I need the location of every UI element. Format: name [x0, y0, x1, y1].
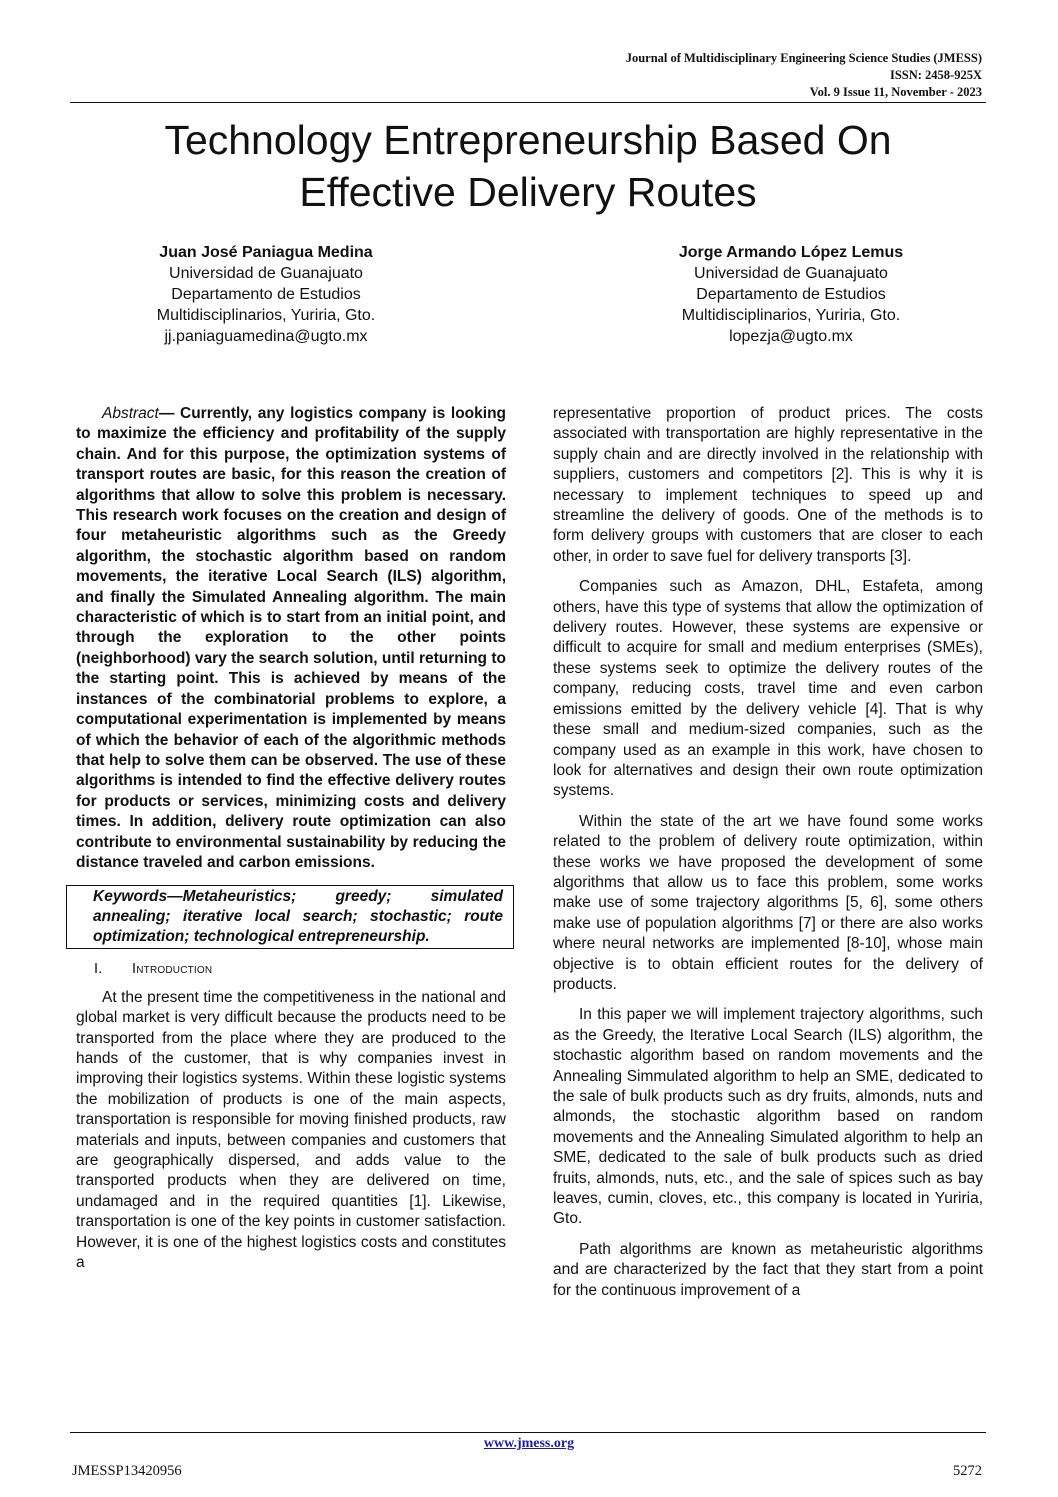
journal-website-link[interactable]: www.jmess.org	[483, 1436, 575, 1451]
keywords-label: Keywords	[93, 888, 168, 906]
author-name: Jorge Armando López Lemus	[678, 244, 904, 261]
author-block-2	[621, 242, 961, 347]
footer-rule	[70, 1432, 986, 1433]
paragraph: In this paper we will implement trajectory algorithms, such as the Greedy, the Iterative Local Search (ILS) algorithm, the stochastic algorithm based on random movements and the Annealing Simmulated algorithm to help an SME, dedicated to the sale of bulk products such as dry fruits, almonds, nuts and almonds, the stochastic algorithm based on random movements and the Annealing Simulated algorithm to help an SME, dedicated to the sale of bulk products such as dried fruits, almonds, nuts, etc., and the sale of spices such as bay leaves, cumin, cloves, etc., this company is located in Yuriria, Gto.	[553, 1006, 983, 1228]
author-affiliation: Universidad de Guanajuato	[694, 265, 888, 282]
keywords-text: —Metaheuristics; greedy; simulated annealing; iterative local search; stochastic; route optimization; technological entrepreneurship.	[93, 888, 503, 946]
author-name: Juan José Paniagua Medina	[159, 244, 373, 261]
author-block-1	[96, 242, 436, 347]
journal-issn: ISSN: 2458-925X	[889, 68, 982, 82]
author-location: Multidisciplinarios, Yuriria, Gto.	[156, 307, 376, 324]
right-column	[553, 404, 983, 1311]
author-department: Departamento de Estudios	[171, 286, 361, 303]
author-email: jj.paniaguamedina@ugto.mx	[164, 328, 368, 345]
section-heading	[94, 959, 506, 979]
abstract	[76, 404, 506, 873]
author-location: Multidisciplinarios, Yuriria, Gto.	[681, 307, 901, 324]
paragraph: Companies such as Amazon, DHL, Estafeta, among others, have this type of systems that allow the optimization of delivery routes. However, these systems are expensive or difficult to acquire for small and medium enterprises (SMEs), these systems seek to optimize the delivery routes of the company, reducing costs, travel time and even carbon emissions emitted by the delivery vehicle [4]. That is why these small and medium-sized companies, such as the company used as an example in this work, have chosen to look for alternatives and design their own route optimization systems.	[553, 578, 983, 800]
keywords-box	[66, 885, 514, 949]
left-column	[76, 404, 506, 1283]
journal-name: Journal of Multidisciplinary Engineering Science Studies (JMESS)	[625, 51, 982, 65]
header-rule	[70, 102, 986, 103]
abstract-text: — Currently, any logistics company is looking to maximize the efficiency and profitability of the supply chain. And for this purpose, the optimization systems of transport routes are basic, for this reason the creation of algorithms that allow to solve this problem is necessary. This research work focuses on the creation and design of four metaheuristic algorithms such as the Greedy algorithm, the stochastic algorithm based on random movements, the iterative Local Search (ILS) algorithm, and finally the Simulated Annealing algorithm. The main characteristic of which is to start from an initial point, and through the exploration to the other points (neighborhood) vary the search solution, until returning to the starting point. This is achieved by means of the instances of the combinatorial problems to explore, a computational experimentation is implemented by means of which the behavior of each of the algorithmic methods that help to solve them can be observed. The use of these algorithms is intended to find the effective delivery routes for products or services, minimizing costs and delivery times. In addition, delivery route optimization can also contribute to environmental sustainability by reducing the distance traveled and carbon emissions.	[76, 405, 506, 871]
journal-volume: Vol. 9 Issue 11, November - 2023	[809, 85, 982, 99]
paper-title	[70, 114, 986, 218]
paragraph: Within the state of the art we have found some works related to the problem of delivery route optimization, within these works we have proposed the development of some algorithms that allow us to face this problem, some works make use of some trajectory algorithms [5, 6], some others make use of population algorithms [7] or there are also works where neural networks are implemented [8-10], whose main objective is to obtain efficient routes for the delivery of products.	[553, 812, 983, 993]
page-number: 5272	[953, 1463, 982, 1479]
title-line-1: Technology Entrepreneurship Based On	[164, 117, 892, 163]
paragraph: Path algorithms are known as metaheuristic algorithms and are characterized by the fact that they start from a point for the continuous improvement of a	[553, 1240, 983, 1299]
author-affiliation: Universidad de Guanajuato	[169, 265, 363, 282]
title-line-2: Effective Delivery Routes	[299, 169, 757, 215]
section-title: Introduction	[132, 961, 213, 978]
journal-header	[626, 50, 982, 101]
section-number: I.	[94, 961, 103, 978]
paragraph: representative proportion of product prices. The costs associated with transportation are highly representative in the supply chain and are directly involved in the relationship with suppliers, customers and competitors [2]. This is why it is necessary to implement techniques to speed up and streamline the delivery of goods. One of the methods is to form delivery groups with customers that are closer to each other, in order to save fuel for delivery transports [3].	[553, 405, 983, 565]
paper-id: JMESSP13420956	[72, 1463, 182, 1479]
paragraph: At the present time the competitiveness in the national and global market is very difficult because the products need to be transported from the place where they are produced to the hands of the customer, that is why companies invest in improving their logistics systems. Within these logistic systems the mobilization of products is one of the main aspects, transportation is responsible for moving finished products, raw materials and inputs, between companies and customers that are geographically dispersed, and adds value to the transported products when they are delivered on time, undamaged and in the required quantities [1]. Likewise, transportation is one of the key points in customer satisfaction. However, it is one of the highest logistics costs and constitutes a	[76, 988, 506, 1272]
author-email: lopezja@ugto.mx	[729, 328, 853, 345]
abstract-label: Abstract	[102, 405, 159, 422]
author-department: Departamento de Estudios	[696, 286, 886, 303]
